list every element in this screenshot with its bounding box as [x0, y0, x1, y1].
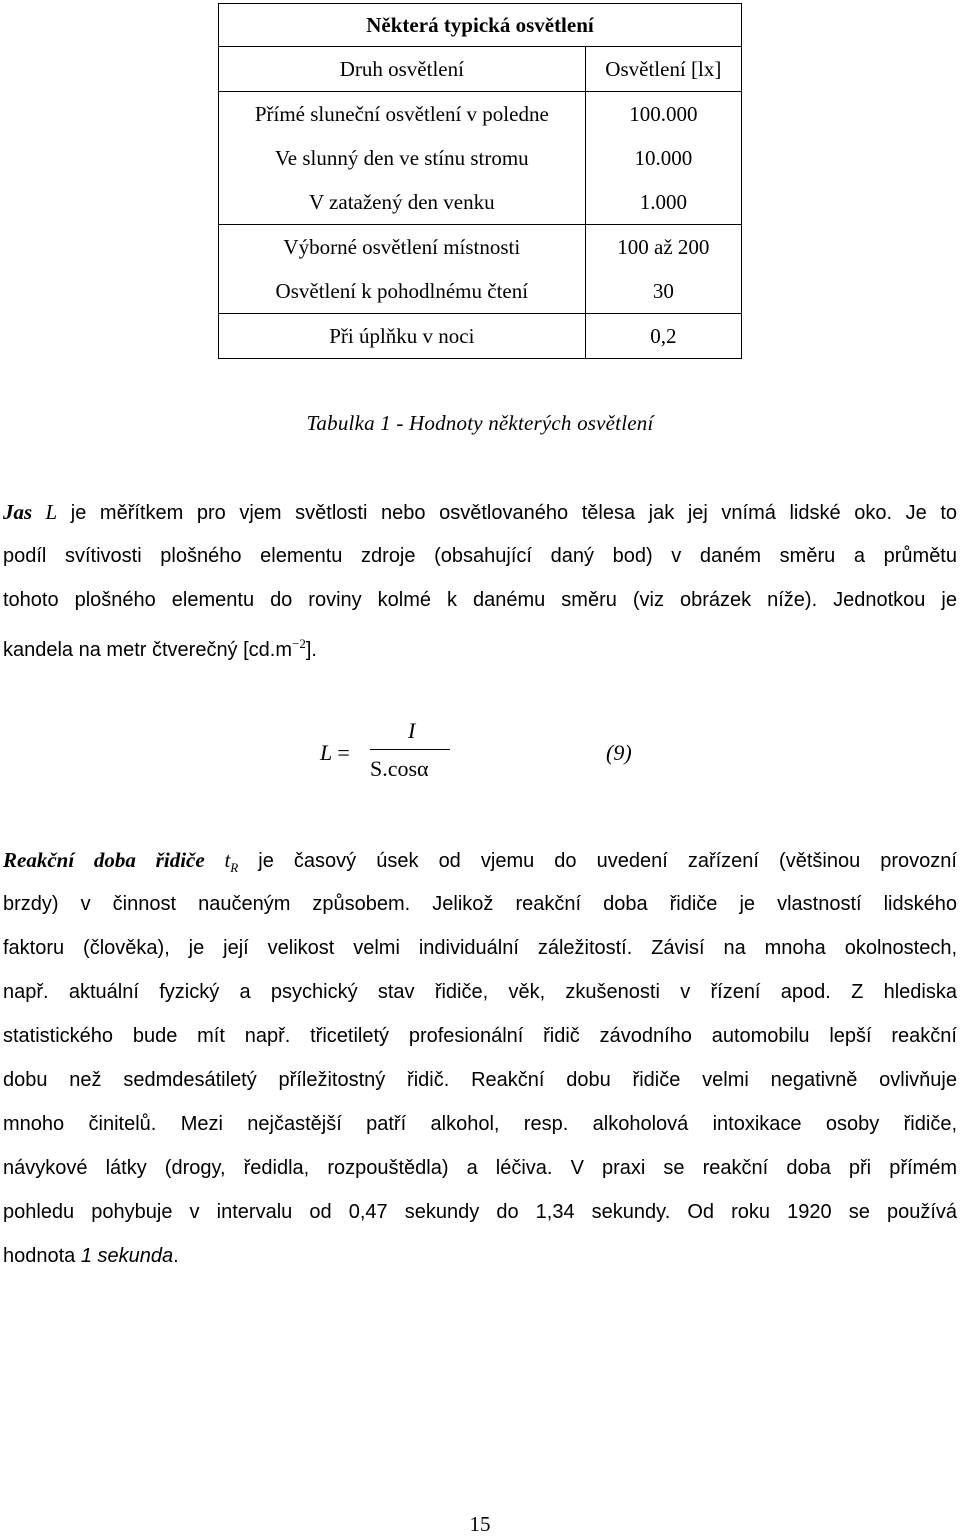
emphasis-one-second: 1 sekunda [80, 1245, 174, 1267]
header-kind: Druh osvětlení [219, 47, 586, 92]
cell-lux: 30 [585, 269, 741, 314]
table-caption: Tabulka 1 - Hodnoty některých osvětlení [306, 411, 654, 435]
table-title-row [219, 4, 742, 47]
paragraph-line: faktoru (člověka), je její velikost velmi individuální záležitostí. Závisí na mnoha okolnostech, [3, 937, 957, 959]
paragraph-line: např. aktuální fyzický a psychický stav řidiče, věk, zkušenosti v řízení apod. Z hlediska [3, 981, 957, 1003]
header-lux: Osvětlení [lx] [585, 47, 741, 92]
table-row [219, 136, 742, 180]
paragraph-line: brzdy) v činnost naučeným způsobem. Jelikož reakční doba řidiče je vlastností lidského [3, 893, 957, 915]
paragraph-line [3, 838, 957, 882]
cell-lux: 10.000 [585, 136, 741, 180]
unit-prefix: kandela na metr čtverečný [cd.m [3, 639, 293, 661]
line-text: je měřítkem pro vjem světlosti nebo osvětlovaného tělesa jak jej vnímá lidské oko. Je to [57, 502, 958, 524]
cell-lux: 0,2 [585, 314, 741, 359]
table-row [219, 180, 742, 225]
symbol-l: L [45, 500, 58, 524]
cell-kind: Při úplňku v noci [219, 314, 586, 359]
last-line-prefix: hodnota [3, 1245, 81, 1267]
equation-denominator: S.cosα [370, 756, 429, 781]
paragraph-line: statistického bude mít např. třicetiletý profesionální řidič závodního automobilu lepší reakční [3, 1025, 957, 1047]
unit-exponent: −2 [292, 636, 306, 651]
paragraph-line: tohoto plošného elementu do roviny kolmé k danému směru (viz obrázek níže). Jednotkou je [3, 589, 957, 611]
illuminance-table [218, 3, 742, 359]
paragraph-luminance [3, 490, 957, 666]
paragraph-line: dobu než sedmdesátiletý příležitostný řidič. Reakční dobu řidiče velmi negativně ovlivňuje [3, 1069, 957, 1091]
last-line-suffix: . [173, 1245, 179, 1267]
eq-equals: = [337, 740, 350, 765]
symbol-t: t [224, 848, 231, 872]
page-number: 15 [469, 1512, 491, 1536]
cell-kind: V zatažený den venku [219, 180, 586, 225]
cell-lux: 100.000 [585, 92, 741, 137]
paragraph-line: pohledu pohybuje v intervalu od 0,47 sekundy do 1,34 sekundy. Od roku 1920 se používá [3, 1201, 957, 1223]
term-luminance: Jas [3, 500, 33, 524]
paragraph-line: mnoho činitelů. Mezi nejčastější patří alkohol, resp. alkoholová intoxikace osoby řidiče, [3, 1113, 957, 1135]
paragraph-line: podíl svítivosti plošného elementu zdroje (obsahující daný bod) v daném směru a průmětu [3, 545, 957, 567]
table-header-row [219, 47, 742, 92]
paragraph-line [3, 490, 957, 534]
cell-kind: Ve slunný den ve stínu stromu [219, 136, 586, 180]
cell-lux: 100 až 200 [585, 225, 741, 270]
cell-lux: 1.000 [585, 180, 741, 225]
paragraph-line [3, 1234, 957, 1278]
cell-kind: Výborné osvětlení místnosti [219, 225, 586, 270]
table-title: Některá typická osvětlení [219, 4, 742, 47]
table-row [219, 269, 742, 314]
cell-kind: Osvětlení k pohodlnému čtení [219, 269, 586, 314]
paragraph-line: návykové látky (drogy, ředidla, rozpouštědla) a léčiva. V praxi se reakční doba při přímém [3, 1157, 957, 1179]
term-reaction-time: Reakční doba řidiče [3, 848, 205, 872]
paragraph-line [3, 622, 957, 666]
equation-luminance [320, 718, 660, 788]
eq-symbol-l: L [320, 740, 332, 765]
table-row [219, 225, 742, 270]
symbol-subscript: R [230, 860, 239, 876]
equation-number: (9) [606, 740, 632, 765]
table-row [219, 314, 742, 359]
equation-lhs [320, 740, 350, 766]
unit-suffix: ]. [305, 639, 317, 661]
paragraph-reaction-time [3, 838, 957, 1278]
line-text: je časový úsek od vjemu do uvedení zařízení (většinou provozní [238, 850, 957, 872]
table-row [219, 92, 742, 137]
fraction-bar [370, 749, 450, 750]
cell-kind: Přímé sluneční osvětlení v poledne [219, 92, 586, 137]
equation-numerator: I [408, 718, 416, 743]
